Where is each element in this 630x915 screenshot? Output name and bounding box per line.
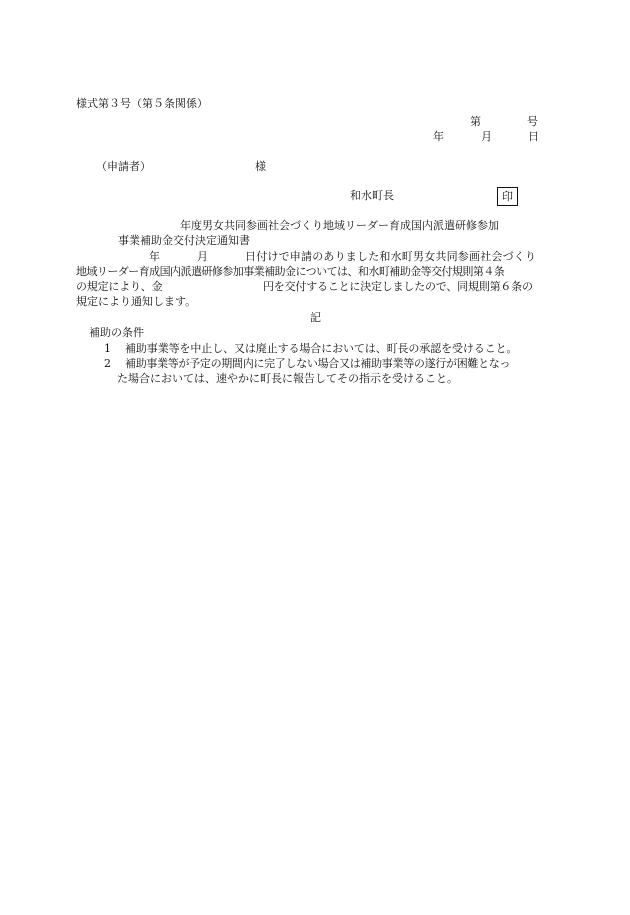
condition-1-number: 1 bbox=[104, 342, 111, 355]
form-title: 様式第３号（第５条関係） bbox=[76, 97, 208, 110]
issue-day-label: 日 bbox=[528, 130, 539, 143]
body-line-2: 地域リーダー育成国内派遣研修参加事業補助金については、和水町補助金等交付規則第４条 bbox=[76, 265, 505, 278]
number-prefix: 第 bbox=[470, 115, 481, 128]
heading-line-1: 年度男女共同参画社会づくり地域リーダー育成国内派遣研修参加 bbox=[180, 219, 499, 232]
number-suffix: 号 bbox=[527, 115, 538, 128]
seal-stamp: 印 bbox=[497, 187, 518, 206]
body-line-3-start: の規定により、金 bbox=[76, 280, 163, 293]
heading-line-2: 事業補助金交付決定通知書 bbox=[118, 234, 250, 247]
body-line-3-end: 円を交付することに決定しましたので、同規則第６条の bbox=[263, 280, 533, 293]
addressee-honorific: 様 bbox=[255, 160, 266, 173]
conditions-title: 補助の条件 bbox=[89, 326, 144, 339]
addressee-label: （申請者） bbox=[96, 160, 151, 173]
condition-2-text-continued: た場合においては、速やかに町長に報告してその指示を受けること。 bbox=[117, 372, 458, 385]
issuer-name: 和水町長 bbox=[350, 189, 394, 202]
body-line-4: 規定により通知します。 bbox=[76, 295, 197, 308]
issue-year-label: 年 bbox=[433, 130, 444, 143]
condition-2-text: 補助事業等が予定の期間内に完了しない場合又は補助事業等の遂行が困難となっ bbox=[125, 357, 511, 370]
issue-month-label: 月 bbox=[481, 130, 492, 143]
body-date-year: 年 bbox=[149, 250, 160, 263]
record-mark: 記 bbox=[310, 311, 321, 324]
body-date-month: 月 bbox=[197, 250, 208, 263]
condition-1-text: 補助事業等を中止し、又は廃止する場合においては、町長の承認を受けること。 bbox=[125, 342, 518, 355]
condition-2-number: 2 bbox=[104, 357, 111, 370]
body-line-1: 日付けで申請のありました和水町男女共同参画社会づくり bbox=[245, 250, 537, 263]
